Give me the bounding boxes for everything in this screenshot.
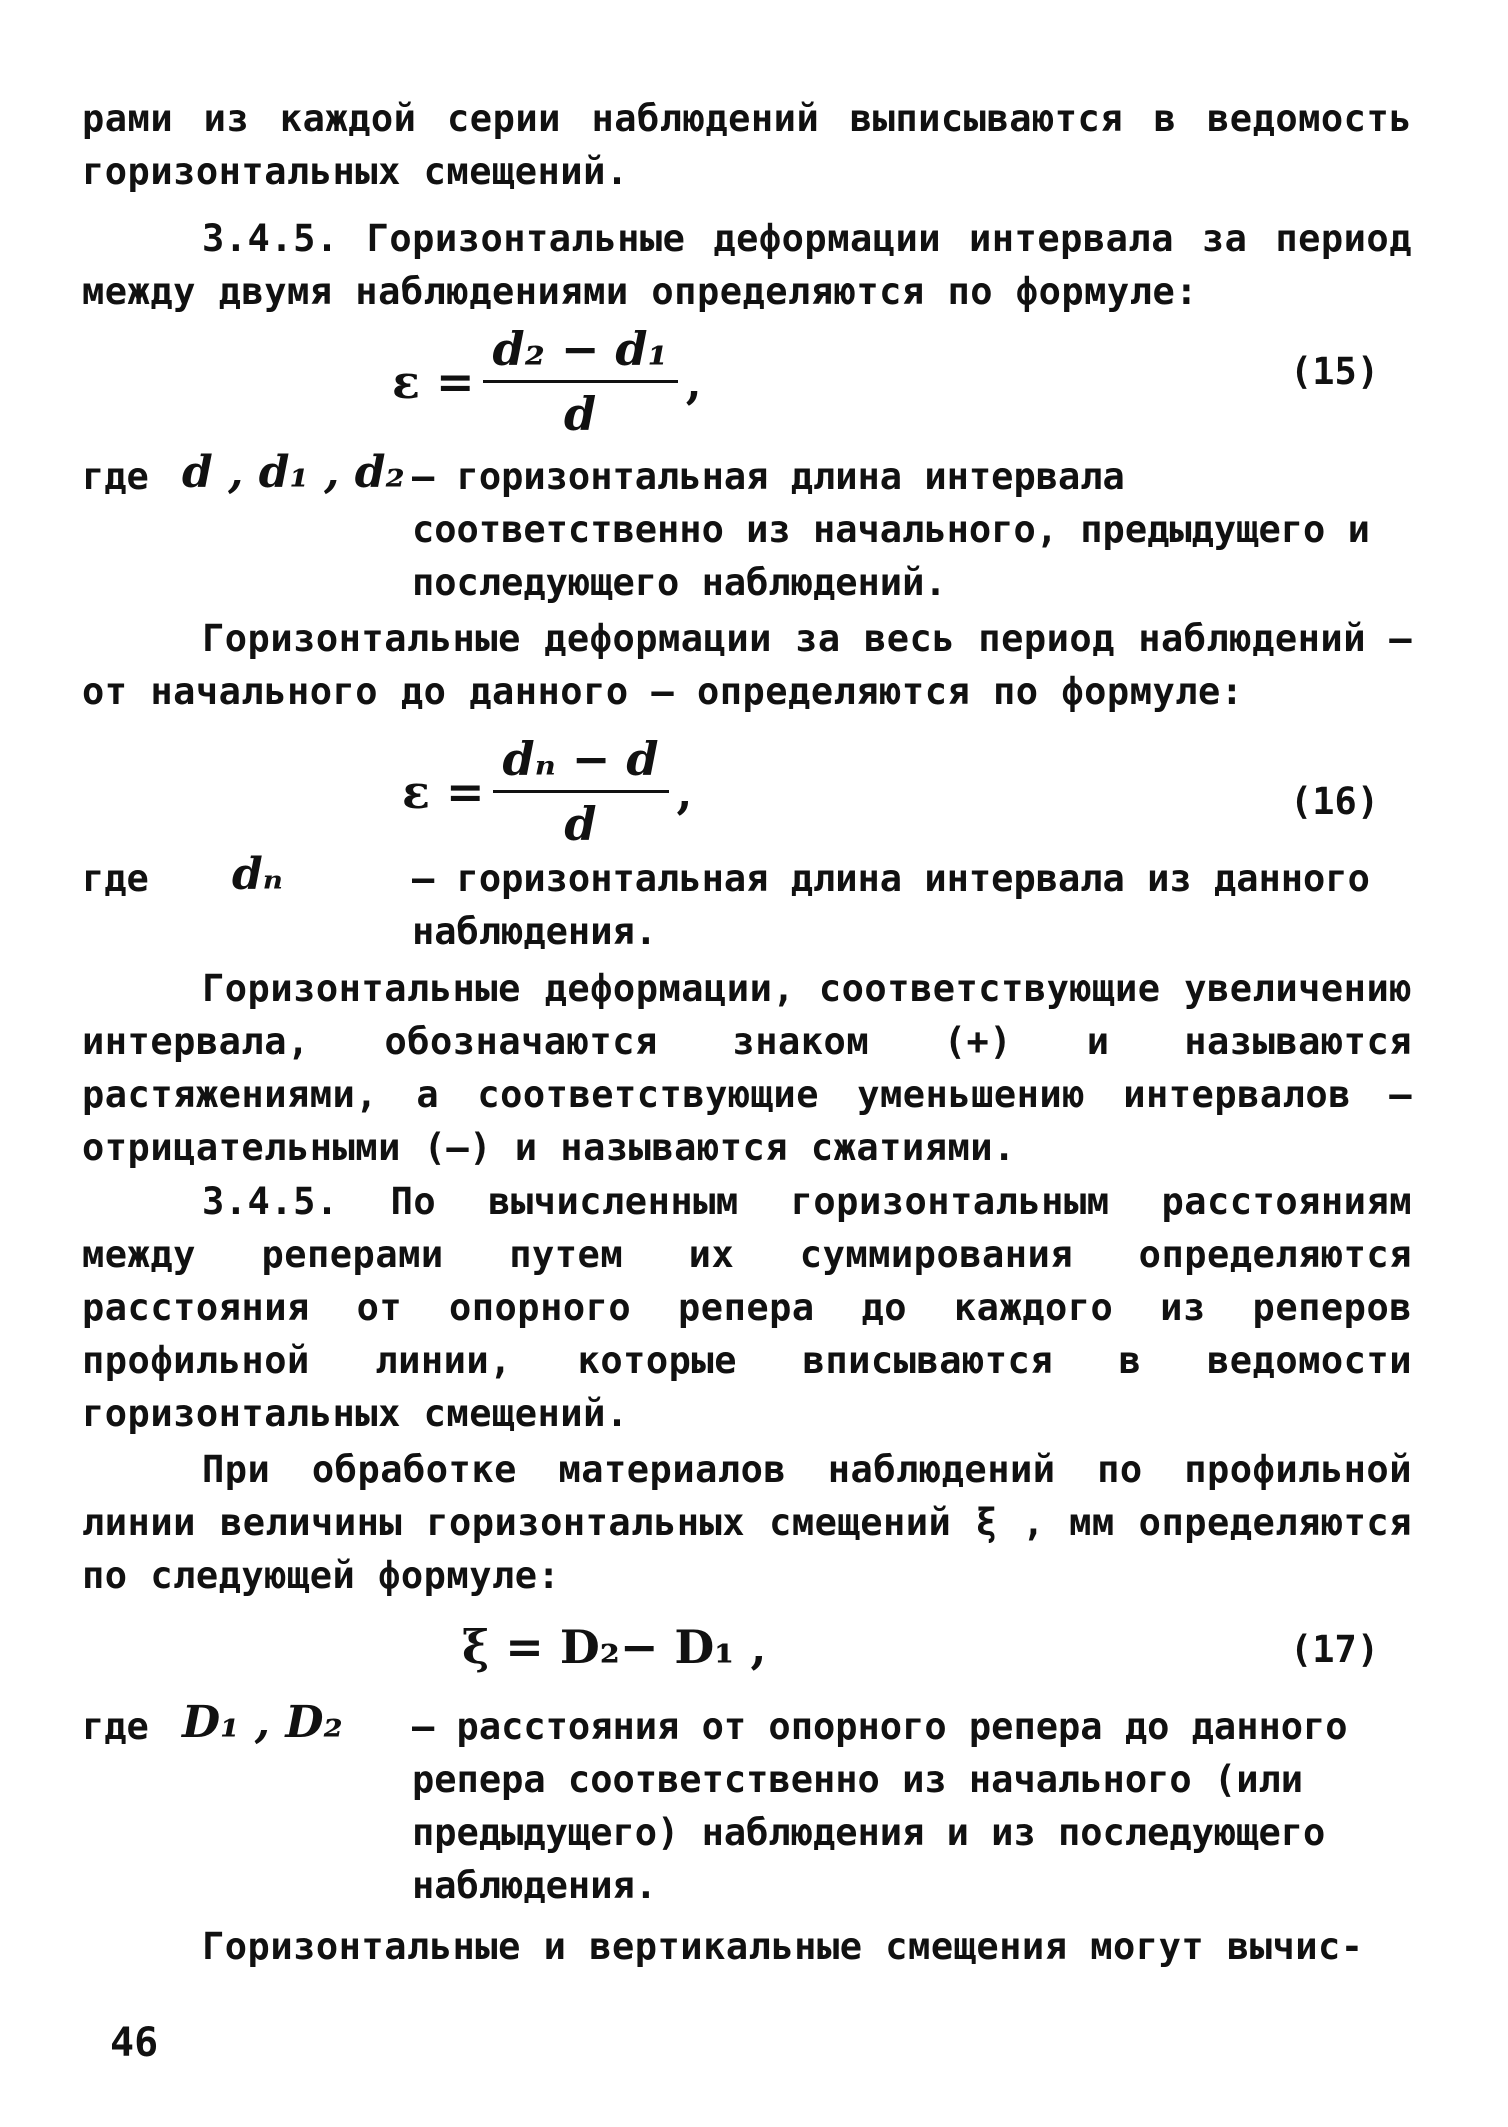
formula-16-tail: , xyxy=(676,764,693,819)
definition-15-symbols: d , d₁ , d₂ xyxy=(182,447,405,498)
equation-number-17: (17) xyxy=(1290,1628,1380,1671)
formula-15-fraction xyxy=(483,322,678,441)
formula-16 xyxy=(402,732,693,851)
paragraph-processing: При обработке материалов наблюдений по профильной линии величины горизонтальных смещений ξ , мм определяются по следующей формуле: xyxy=(82,1448,1412,1597)
definition-17 xyxy=(82,1697,1412,1915)
equation-number-15: (15) xyxy=(1290,350,1380,393)
where-label: где xyxy=(82,857,149,900)
paragraph-full-period: Горизонтальные деформации за весь период наблюдений – от начального до данного – определяются по формуле: xyxy=(82,617,1412,713)
formula-17-expression: ξ = D₂− D₁ , xyxy=(462,1620,767,1674)
page-number: 46 xyxy=(110,2020,159,2066)
paragraph-signs: Горизонтальные деформации, соответствующие увеличению интервала, обозначаются знаком (+) и называются растяжениями, а соответствующие уменьшению интервалов – отрицательными (–) и называются сжатиями. xyxy=(82,967,1412,1169)
formula-15-lhs: ε = xyxy=(392,354,475,409)
formula-15-numerator: d₂ − d₁ xyxy=(483,322,678,383)
formula-16-fraction xyxy=(493,732,669,851)
definition-16-text: – горизонтальная длина интервала из данного наблюдения. xyxy=(412,857,1370,953)
formula-16-lhs: ε = xyxy=(402,764,485,819)
equation-number-16: (16) xyxy=(1290,780,1380,823)
definition-17-symbols: D₁ , D₂ xyxy=(182,1697,343,1748)
formula-15-tail: , xyxy=(685,354,702,409)
formula-16-denominator: d xyxy=(564,797,597,851)
where-label: где xyxy=(82,1705,149,1748)
paragraph-top: рами из каждой серии наблюдений выписываются в ведомость горизонтальных смещений. xyxy=(82,97,1412,193)
paragraph-last: Горизонтальные и вертикальные смещения могут вычис- xyxy=(202,1925,1364,1968)
definition-17-text: – расстояния от опорного репера до данного репера соответственно из начального (или предыдущего) наблюдения и из последующего наблюдения. xyxy=(412,1705,1348,1907)
definition-16 xyxy=(82,849,1412,962)
formula-17 xyxy=(462,1620,766,1674)
definition-15 xyxy=(82,447,1412,610)
paragraph-3-4-5: 3.4.5. Горизонтальные деформации интервала за период между двумя наблюдениями определяются по формуле: xyxy=(82,217,1412,313)
paragraph-3-4-6: 3.4.5. По вычисленным горизонтальным расстояниям между реперами путем их суммирования определяются расстояния от опорного репера до каждого из реперов профильной линии, которые вписываются в ведомости горизонтальных смещений. xyxy=(82,1180,1412,1435)
formula-15 xyxy=(392,322,702,441)
definition-16-symbols: dₙ xyxy=(232,849,283,900)
definition-15-text: – горизонтальная длина интервала соответственно из начального, предыдущего и последующего наблюдений. xyxy=(412,455,1370,604)
formula-15-denominator: d xyxy=(564,387,597,441)
where-label: где xyxy=(82,455,149,498)
formula-16-numerator: dₙ − d xyxy=(493,732,669,793)
